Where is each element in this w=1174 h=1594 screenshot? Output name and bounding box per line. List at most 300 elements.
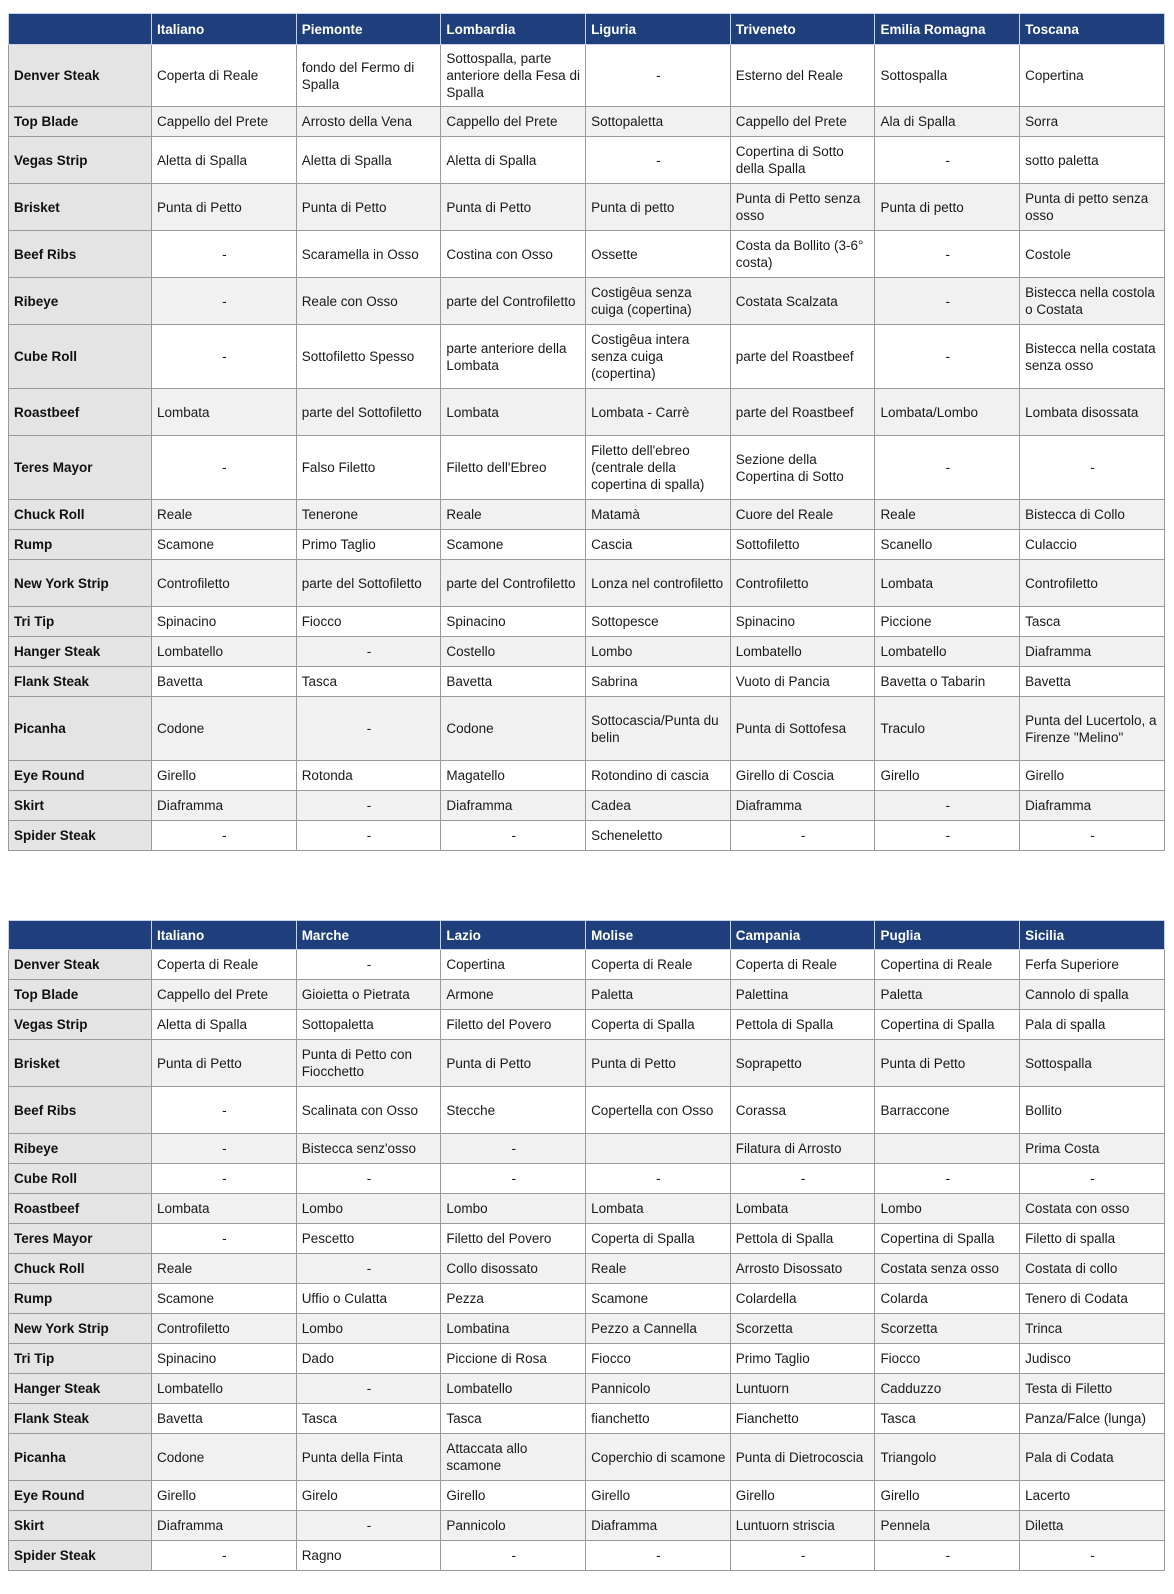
table-row — [9, 697, 1165, 761]
table-cell: Dado — [296, 1344, 441, 1374]
row-label-cut: Cube Roll — [9, 325, 152, 389]
table-cell: Diaframma — [730, 791, 875, 821]
table-cell: Sorra — [1020, 107, 1165, 137]
table-cell: Diaframma — [586, 1511, 731, 1541]
table-row — [9, 231, 1165, 278]
column-header: Molise — [586, 921, 731, 950]
table-cell: - — [296, 1254, 441, 1284]
table-cell: Arrosto Disossato — [730, 1254, 875, 1284]
table-cell: Lonza nel controfiletto — [586, 560, 731, 607]
table-cell: Bistecca di Collo — [1020, 500, 1165, 530]
table-cell: Triangolo — [875, 1434, 1020, 1481]
table-cell: Coperta di Spalla — [586, 1224, 731, 1254]
table-cell: Reale — [152, 1254, 297, 1284]
table-cell: - — [875, 1164, 1020, 1194]
table-row — [9, 1481, 1165, 1511]
table-cell: Spinacino — [441, 607, 586, 637]
table-cell: Costigêua intera senza cuiga (copertina) — [586, 325, 731, 389]
table-row — [9, 137, 1165, 184]
column-header: Campania — [730, 921, 875, 950]
row-label-cut: Rump — [9, 1284, 152, 1314]
table-cell: Aletta di Spalla — [296, 137, 441, 184]
table-cell — [875, 1134, 1020, 1164]
table-cell: Bavetta o Tabarin — [875, 667, 1020, 697]
table-cell: Scanello — [875, 530, 1020, 560]
table-cell: - — [730, 1164, 875, 1194]
table-cell: parte del Controfiletto — [441, 278, 586, 325]
table-cell: - — [875, 231, 1020, 278]
table-cell: - — [730, 821, 875, 851]
table-row — [9, 1010, 1165, 1040]
table-cell: Pescetto — [296, 1224, 441, 1254]
table-cell: Coperchio di scamone — [586, 1434, 731, 1481]
table-cell: Lombo — [875, 1194, 1020, 1224]
table-cell: Sottospalla, parte anteriore della Fesa di Spalla — [441, 45, 586, 107]
table-cell: Filatura di Arrosto — [730, 1134, 875, 1164]
table-cell: Punta della Finta — [296, 1434, 441, 1481]
table-cell: - — [296, 1511, 441, 1541]
header-corner — [9, 14, 152, 45]
table-cell: Lombata - Carrè — [586, 389, 731, 436]
table-cell: Sottofiletto — [730, 530, 875, 560]
table-cell: Punta di Petto senza osso — [730, 184, 875, 231]
table-cell: Punta di petto senza osso — [1020, 184, 1165, 231]
table-cell: Punta di petto — [875, 184, 1020, 231]
table-cell: - — [152, 325, 297, 389]
table-cell: Bavetta — [152, 667, 297, 697]
row-label-cut: Roastbeef — [9, 389, 152, 436]
table-cell: Pettola di Spalla — [730, 1224, 875, 1254]
row-label-cut: Teres Mayor — [9, 436, 152, 500]
table-cell: Lombatello — [730, 637, 875, 667]
row-label-cut: Denver Steak — [9, 45, 152, 107]
table-row — [9, 791, 1165, 821]
table-cell: Girello — [730, 1481, 875, 1511]
table-cell: Scamone — [152, 1284, 297, 1314]
table-row — [9, 1434, 1165, 1481]
table-cell: - — [875, 436, 1020, 500]
table-cell: Palettina — [730, 980, 875, 1010]
table-cell: Lombatello — [441, 1374, 586, 1404]
table-cell: Lacerto — [1020, 1481, 1165, 1511]
header-row — [9, 921, 1165, 950]
table-cell: Reale — [152, 500, 297, 530]
table-cell: Filetto dell'ebreo (centrale della copertina di spalla) — [586, 436, 731, 500]
row-label-cut: Beef Ribs — [9, 231, 152, 278]
column-header: Sicilia — [1020, 921, 1165, 950]
table-cell: Bistecca nella costata senza osso — [1020, 325, 1165, 389]
table-cell: Magatello — [441, 761, 586, 791]
table-cell: Scamone — [441, 530, 586, 560]
table-cell: Girello — [875, 1481, 1020, 1511]
table-cell: Punta di Petto — [441, 1040, 586, 1087]
table-cell: Controfiletto — [730, 560, 875, 607]
table-row — [9, 389, 1165, 436]
table-cell: parte del Roastbeef — [730, 389, 875, 436]
table-body — [9, 950, 1165, 1571]
table-cell: Pezzo a Cannella — [586, 1314, 731, 1344]
table-cell: Punta di Petto — [441, 184, 586, 231]
table-cell: Scalinata con Osso — [296, 1087, 441, 1134]
table-cell: Stecche — [441, 1087, 586, 1134]
table-cell: Costata con osso — [1020, 1194, 1165, 1224]
table-cell: Barraccone — [875, 1087, 1020, 1134]
table-row — [9, 980, 1165, 1010]
row-label-cut: Beef Ribs — [9, 1087, 152, 1134]
table-cell: Reale con Osso — [296, 278, 441, 325]
cuts-table-south — [8, 920, 1165, 1571]
table-row — [9, 637, 1165, 667]
table-cell: Lombata disossata — [1020, 389, 1165, 436]
table-row — [9, 1254, 1165, 1284]
table-cell: fianchetto — [586, 1404, 731, 1434]
table-cell: - — [152, 1134, 297, 1164]
table-header — [9, 921, 1165, 950]
table-cell: Copertina — [441, 950, 586, 980]
table-cell: - — [296, 1374, 441, 1404]
table-cell: Pala di Codata — [1020, 1434, 1165, 1481]
table-cell: Punta di Dietrocoscia — [730, 1434, 875, 1481]
table-cell: Diaframma — [441, 791, 586, 821]
column-header: Marche — [296, 921, 441, 950]
table-cell — [586, 1134, 731, 1164]
row-label-cut: Ribeye — [9, 1134, 152, 1164]
column-header: Liguria — [586, 14, 731, 45]
row-label-cut: Chuck Roll — [9, 1254, 152, 1284]
table-row — [9, 1314, 1165, 1344]
row-label-cut: Tri Tip — [9, 1344, 152, 1374]
table-cell: Punta di Sottofesa — [730, 697, 875, 761]
column-header: Italiano — [152, 14, 297, 45]
table-cell: - — [1020, 436, 1165, 500]
table-cell: - — [296, 950, 441, 980]
row-label-cut: Spider Steak — [9, 1541, 152, 1571]
table-cell: Diaframma — [1020, 637, 1165, 667]
table-cell: Tasca — [1020, 607, 1165, 637]
table-cell: Ossette — [586, 231, 731, 278]
table-row — [9, 1087, 1165, 1134]
row-label-cut: New York Strip — [9, 1314, 152, 1344]
table-cell: Spinacino — [152, 1344, 297, 1374]
row-label-cut: Brisket — [9, 1040, 152, 1087]
column-header: Toscana — [1020, 14, 1165, 45]
table-cell: Tasca — [875, 1404, 1020, 1434]
table-cell: Sezione della Copertina di Sotto — [730, 436, 875, 500]
table-cell: Cappello del Prete — [152, 980, 297, 1010]
table-cell: Punta del Lucertolo, a Firenze "Melino" — [1020, 697, 1165, 761]
table-cell: Scamone — [152, 530, 297, 560]
table-cell: Primo Taglio — [730, 1344, 875, 1374]
table-cell: parte del Sottofiletto — [296, 560, 441, 607]
row-label-cut: Cube Roll — [9, 1164, 152, 1194]
table-cell: - — [1020, 1164, 1165, 1194]
table-cell: Controfiletto — [152, 1314, 297, 1344]
table-cell: Diaframma — [152, 1511, 297, 1541]
table-cell: Bistecca senz'osso — [296, 1134, 441, 1164]
table-cell: Lombo — [296, 1314, 441, 1344]
table-cell: Scorzetta — [875, 1314, 1020, 1344]
header-row — [9, 14, 1165, 45]
table-cell: Lombata — [730, 1194, 875, 1224]
table-cell: Punta di petto — [586, 184, 731, 231]
row-label-cut: Teres Mayor — [9, 1224, 152, 1254]
column-header: Triveneto — [730, 14, 875, 45]
table-cell: Reale — [441, 500, 586, 530]
table-cell: Lombata/Lombo — [875, 389, 1020, 436]
table-cell: Tenerone — [296, 500, 441, 530]
table-cell: - — [875, 137, 1020, 184]
table-row — [9, 500, 1165, 530]
table-cell: Rotonda — [296, 761, 441, 791]
table-cell: Rotondino di cascia — [586, 761, 731, 791]
table-cell: Esterno del Reale — [730, 45, 875, 107]
table-cell: Lombata — [875, 560, 1020, 607]
table-cell: Colardella — [730, 1284, 875, 1314]
table-cell: - — [1020, 1541, 1165, 1571]
table-cell: Sottospalla — [1020, 1040, 1165, 1087]
table-cell: Lombatello — [152, 637, 297, 667]
table-row — [9, 1541, 1165, 1571]
table-cell: Diletta — [1020, 1511, 1165, 1541]
table-row — [9, 607, 1165, 637]
table-cell: Testa di Filetto — [1020, 1374, 1165, 1404]
table-cell: - — [730, 1541, 875, 1571]
table-cell: Pala di spalla — [1020, 1010, 1165, 1040]
table-cell: Pannicolo — [586, 1374, 731, 1404]
table-cell: - — [152, 278, 297, 325]
table-cell: Ala di Spalla — [875, 107, 1020, 137]
table-cell: sotto paletta — [1020, 137, 1165, 184]
table-cell: Costata senza osso — [875, 1254, 1020, 1284]
table-cell: Costole — [1020, 231, 1165, 278]
row-label-cut: Rump — [9, 530, 152, 560]
table-cell: Bollito — [1020, 1087, 1165, 1134]
table-cell: Codone — [152, 697, 297, 761]
table-row — [9, 530, 1165, 560]
table-cell: Codone — [152, 1434, 297, 1481]
table-cell: Lombatina — [441, 1314, 586, 1344]
table-cell: Bavetta — [152, 1404, 297, 1434]
table-cell: - — [296, 821, 441, 851]
table-cell: Panza/Falce (lunga) — [1020, 1404, 1165, 1434]
table-cell: - — [875, 1541, 1020, 1571]
table-cell: - — [586, 137, 731, 184]
table-row — [9, 1344, 1165, 1374]
row-label-cut: Spider Steak — [9, 821, 152, 851]
table-cell: Soprapetto — [730, 1040, 875, 1087]
table-cell: Pennela — [875, 1511, 1020, 1541]
table-cell: Cadduzzo — [875, 1374, 1020, 1404]
table-cell: Aletta di Spalla — [152, 1010, 297, 1040]
table-cell: fondo del Fermo di Spalla — [296, 45, 441, 107]
table-row — [9, 1164, 1165, 1194]
row-label-cut: Flank Steak — [9, 1404, 152, 1434]
table-cell: Scorzetta — [730, 1314, 875, 1344]
table-cell: Sottocascia/Punta du belin — [586, 697, 731, 761]
table-cell: - — [441, 1541, 586, 1571]
table-cell: Uffio o Culatta — [296, 1284, 441, 1314]
table-cell: - — [152, 436, 297, 500]
table-cell: Coperta di Reale — [152, 45, 297, 107]
table-cell: Paletta — [586, 980, 731, 1010]
table-body — [9, 45, 1165, 851]
table-cell: Cappello del Prete — [730, 107, 875, 137]
row-label-cut: Hanger Steak — [9, 637, 152, 667]
table-cell: Reale — [875, 500, 1020, 530]
table-cell: Copertina di Sotto della Spalla — [730, 137, 875, 184]
table-cell: Lombo — [296, 1194, 441, 1224]
table-cell: Fiocco — [296, 607, 441, 637]
table-cell: Scamone — [586, 1284, 731, 1314]
table-cell: Tasca — [441, 1404, 586, 1434]
table-cell: Aletta di Spalla — [152, 137, 297, 184]
row-label-cut: Top Blade — [9, 980, 152, 1010]
table-cell: Attaccata allo scamone — [441, 1434, 586, 1481]
table-cell: Controfiletto — [152, 560, 297, 607]
table-cell: Culaccio — [1020, 530, 1165, 560]
table-cell: Punta di Petto — [152, 1040, 297, 1087]
table-cell: Girello — [152, 1481, 297, 1511]
table-cell: Scaramella in Osso — [296, 231, 441, 278]
table-cell: Filetto di spalla — [1020, 1224, 1165, 1254]
table-cell: Vuoto di Pancia — [730, 667, 875, 697]
row-label-cut: Brisket — [9, 184, 152, 231]
row-label-cut: Picanha — [9, 697, 152, 761]
table-cell: - — [441, 821, 586, 851]
table-cell: Luntuorn — [730, 1374, 875, 1404]
header-corner — [9, 921, 152, 950]
table-cell: Collo disossato — [441, 1254, 586, 1284]
table-row — [9, 761, 1165, 791]
table-cell: Spinacino — [152, 607, 297, 637]
table-cell: Tasca — [296, 667, 441, 697]
table-row — [9, 45, 1165, 107]
table-cell: - — [875, 821, 1020, 851]
table-cell: Pettola di Spalla — [730, 1010, 875, 1040]
table-cell: Aletta di Spalla — [441, 137, 586, 184]
table-cell: Prima Costa — [1020, 1134, 1165, 1164]
table-cell: Copertina — [1020, 45, 1165, 107]
table-cell: - — [875, 325, 1020, 389]
table-header — [9, 14, 1165, 45]
row-label-cut: Vegas Strip — [9, 1010, 152, 1040]
column-header: Italiano — [152, 921, 297, 950]
row-label-cut: Eye Round — [9, 1481, 152, 1511]
table-cell: Lombata — [152, 389, 297, 436]
table-cell: Costata Scalzata — [730, 278, 875, 325]
row-label-cut: Vegas Strip — [9, 137, 152, 184]
row-label-cut: Skirt — [9, 791, 152, 821]
table-cell: Scheneletto — [586, 821, 731, 851]
table-row — [9, 278, 1165, 325]
table-cell: Piccione di Rosa — [441, 1344, 586, 1374]
table-cell: - — [152, 1541, 297, 1571]
row-label-cut: Denver Steak — [9, 950, 152, 980]
table-cell: - — [296, 1164, 441, 1194]
table-cell: Lombata — [152, 1194, 297, 1224]
table-cell: Spinacino — [730, 607, 875, 637]
table-cell: - — [296, 637, 441, 667]
table-cell: Girello — [586, 1481, 731, 1511]
table-cell: Fiocco — [875, 1344, 1020, 1374]
table-cell: Corassa — [730, 1087, 875, 1134]
table-cell: parte anteriore della Lombata — [441, 325, 586, 389]
table-cell: Lombo — [441, 1194, 586, 1224]
column-header: Puglia — [875, 921, 1020, 950]
table-cell: Sabrina — [586, 667, 731, 697]
table-cell: - — [152, 821, 297, 851]
table-cell: - — [586, 1164, 731, 1194]
table-cell: Coperta di Reale — [152, 950, 297, 980]
table-cell: - — [152, 1087, 297, 1134]
table-cell: Sottopesce — [586, 607, 731, 637]
row-label-cut: Roastbeef — [9, 1194, 152, 1224]
table-cell: Sottopaletta — [296, 1010, 441, 1040]
table-cell: Trinca — [1020, 1314, 1165, 1344]
table-cell: Arrosto della Vena — [296, 107, 441, 137]
table-cell: Filetto dell'Ebreo — [441, 436, 586, 500]
table-cell: Sottopaletta — [586, 107, 731, 137]
table-cell: Lombo — [586, 637, 731, 667]
table-cell: Girello — [441, 1481, 586, 1511]
table-cell: Girello — [152, 761, 297, 791]
table-cell: Cappello del Prete — [152, 107, 297, 137]
row-label-cut: New York Strip — [9, 560, 152, 607]
table-cell: Punta di Petto con Fiocchetto — [296, 1040, 441, 1087]
table-cell: Piccione — [875, 607, 1020, 637]
table-cell: Ragno — [296, 1541, 441, 1571]
table-cell: Controfiletto — [1020, 560, 1165, 607]
table-cell: Diaframma — [152, 791, 297, 821]
table-cell: Gioietta o Pietrata — [296, 980, 441, 1010]
row-label-cut: Top Blade — [9, 107, 152, 137]
table-cell: Bistecca nella costola o Costata — [1020, 278, 1165, 325]
table-cell: - — [441, 1164, 586, 1194]
table-row — [9, 1511, 1165, 1541]
table-cell: Fiocco — [586, 1344, 731, 1374]
table-cell: Lombata — [441, 389, 586, 436]
table-cell: Traculo — [875, 697, 1020, 761]
table-cell: Girelo — [296, 1481, 441, 1511]
table-row — [9, 667, 1165, 697]
table-cell: Punta di Petto — [875, 1040, 1020, 1087]
table-row — [9, 1284, 1165, 1314]
table-row — [9, 560, 1165, 607]
row-label-cut: Eye Round — [9, 761, 152, 791]
table-cell: Costigêua senza cuiga (copertina) — [586, 278, 731, 325]
table-cell: Pezza — [441, 1284, 586, 1314]
table-cell: Colarda — [875, 1284, 1020, 1314]
table-cell: - — [152, 1224, 297, 1254]
table-row — [9, 1404, 1165, 1434]
table-cell: Matamà — [586, 500, 731, 530]
table-row — [9, 821, 1165, 851]
table-cell: Primo Taglio — [296, 530, 441, 560]
column-header: Lombardia — [441, 14, 586, 45]
table-cell: Coperta di Reale — [586, 950, 731, 980]
table-cell: Costata di collo — [1020, 1254, 1165, 1284]
table-cell: Girello — [875, 761, 1020, 791]
table-cell: Girello di Coscia — [730, 761, 875, 791]
table-cell: Costina con Osso — [441, 231, 586, 278]
table-row — [9, 950, 1165, 980]
table-row — [9, 107, 1165, 137]
table-row — [9, 1194, 1165, 1224]
column-header: Emilia Romagna — [875, 14, 1020, 45]
table-cell: Filetto del Povero — [441, 1224, 586, 1254]
row-label-cut: Hanger Steak — [9, 1374, 152, 1404]
table-cell: Cappello del Prete — [441, 107, 586, 137]
